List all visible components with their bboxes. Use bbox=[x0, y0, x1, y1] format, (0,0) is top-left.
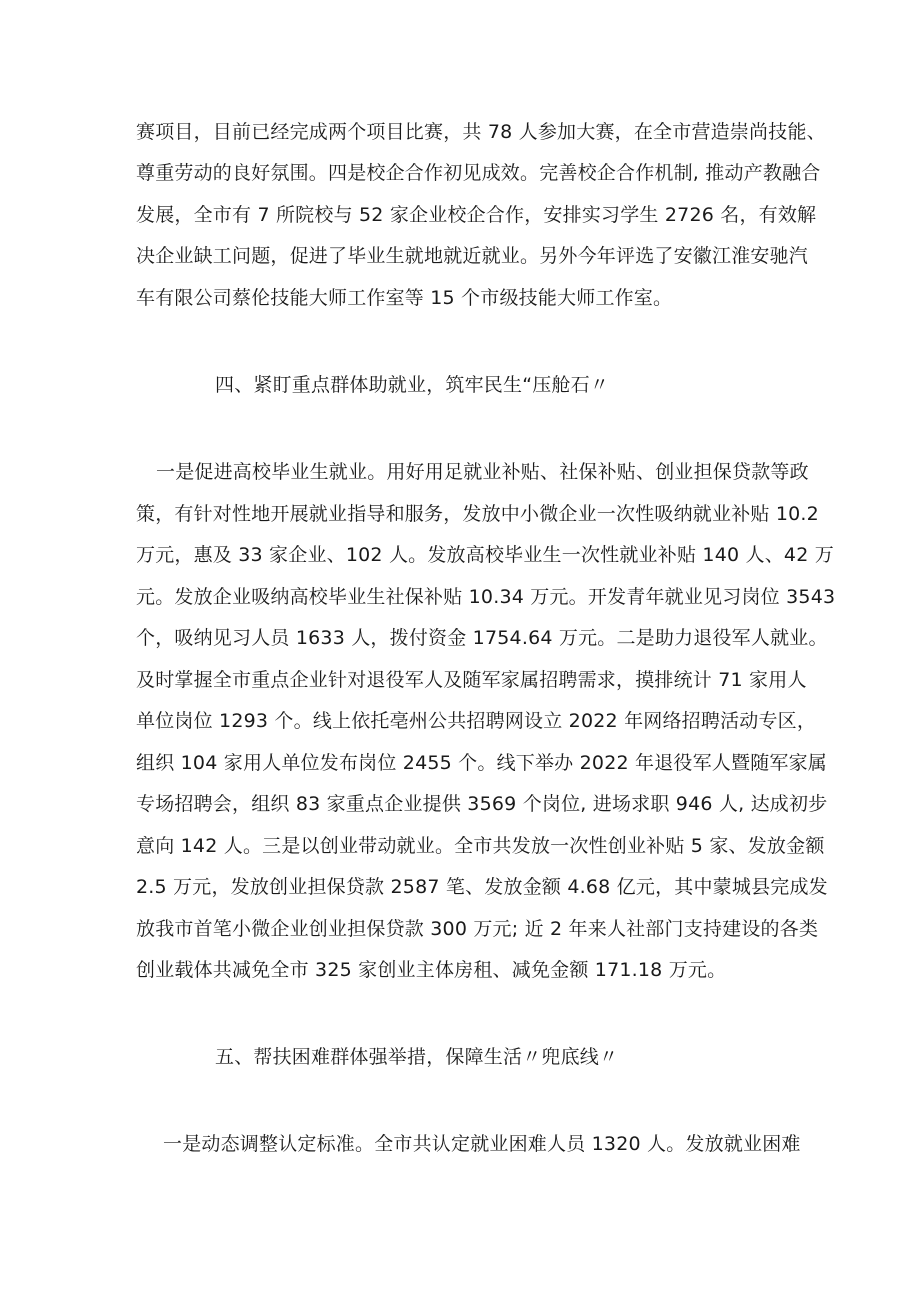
section-heading-4: 四、紧盯重点群体助就业，筑牢民生“压舱石〃 bbox=[215, 374, 610, 396]
text-line: 个，吸纳见习人员 1633 人，拨付资金 1754.64 万元。二是助力退役军人就业。 bbox=[136, 627, 828, 649]
text-line: 尊重劳动的良好氛围。四是校企合作初见成效。完善校企合作机制, 推动产教融合 bbox=[136, 162, 821, 184]
text-line: 创业载体共减免全市 325 家创业主体房租、减免金额 171.18 万元。 bbox=[136, 959, 727, 981]
text-line: 决企业缺工问题，促进了毕业生就地就近就业。另外今年评选了安徽江淮安驰汽 bbox=[136, 245, 809, 267]
text-line: 意向 142 人。三是以创业带动就业。全市共发放一次性创业补贴 5 家、发放金额 bbox=[136, 835, 825, 857]
text-line: 专场招聘会，组织 83 家重点企业提供 3569 个岗位, 进场求职 946 人, 达成初步 bbox=[136, 793, 828, 815]
section-heading-5: 五、帮扶困难群体强举措，保障生活〃兜底线〃 bbox=[215, 1046, 619, 1068]
text-line: 一是促进高校毕业生就业。用好用足就业补贴、社保补贴、创业担保贷款等政 bbox=[156, 461, 809, 483]
text-line: 车有限公司蔡伦技能大师工作室等 15 个市级技能大师工作室。 bbox=[136, 287, 673, 309]
text-line: 单位岗位 1293 个。线上依托亳州公共招聘网设立 2022 年网络招聘活动专区， bbox=[136, 710, 817, 732]
text-line: 2.5 万元，发放创业担保贷款 2587 笔、发放金额 4.68 亿元，其中蒙城县完成发 bbox=[136, 876, 828, 898]
text-line: 万元，惠及 33 家企业、102 人。发放高校毕业生一次性就业补贴 140 人、42 万 bbox=[136, 544, 834, 566]
text-line: 及时掌握全市重点企业针对退役军人及随军家属招聘需求，摸排统计 71 家用人 bbox=[136, 669, 807, 691]
text-line: 策，有针对性地开展就业指导和服务，发放中小微企业一次性吸纳就业补贴 10.2 bbox=[136, 503, 819, 525]
text-line: 放我市首笔小微企业创业担保贷款 300 万元; 近 2 年来人社部门支持建设的各类 bbox=[136, 918, 819, 940]
text-line: 赛项目，目前已经完成两个项目比赛，共 78 人参加大赛，在全市营造崇尚技能、 bbox=[136, 121, 826, 143]
text-line: 元。发放企业吸纳高校毕业生社保补贴 10.34 万元。开发青年就业见习岗位 3543 bbox=[136, 586, 836, 608]
text-line: 发展，全市有 7 所院校与 52 家企业校企合作，安排实习学生 2726 名，有效解 bbox=[136, 204, 817, 226]
text-line: 组织 104 家用人单位发布岗位 2455 个。线下举办 2022 年退役军人暨随军家属 bbox=[136, 752, 828, 774]
text-line: 一是动态调整认定标准。全市共认定就业困难人员 1320 人。发放就业困难 bbox=[163, 1133, 801, 1155]
